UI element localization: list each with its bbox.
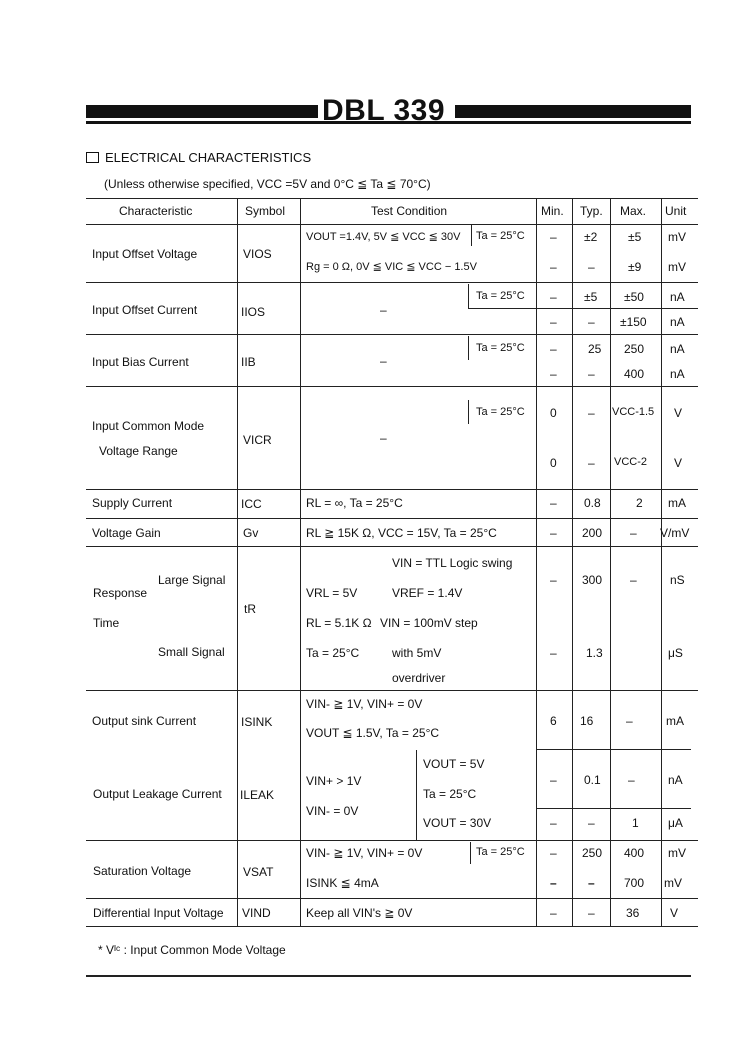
value-max: 400: [624, 367, 645, 381]
value-typ: –: [588, 315, 595, 329]
bottom-rule: [86, 975, 691, 977]
row-name: Output sink Current: [92, 714, 197, 728]
value-typ: 200: [582, 526, 603, 540]
table-rule: [86, 198, 698, 199]
value-min: –: [550, 260, 557, 274]
row-condition: –: [380, 431, 387, 445]
value-max: 250: [624, 342, 645, 356]
header-max: Max.: [620, 204, 647, 218]
value-unit: nA: [670, 367, 685, 381]
row-condition: VREF = 1.4V: [392, 586, 463, 600]
value-typ: –: [588, 906, 595, 920]
value-min: –: [550, 906, 557, 920]
row-condition: Ta = 25°C: [476, 290, 525, 302]
value-typ: 16: [580, 714, 594, 728]
row-condition: ISINK ≦ 4mA: [306, 876, 379, 890]
row-name: Supply Current: [92, 496, 173, 510]
value-max: –: [630, 573, 637, 587]
row-condition: VOUT ≦ 1.5V, Ta = 25°C: [306, 726, 440, 740]
header-typ: Typ.: [580, 204, 603, 218]
row-condition: VIN+ > 1V: [306, 774, 362, 788]
condition-note: (Unless otherwise specified, VCC =5V and 0°C ≦ Ta ≦ 70°C): [104, 177, 431, 191]
table-rule: [572, 198, 573, 926]
value-min: –: [550, 646, 557, 660]
row-condition: VOUT =1.4V, 5V ≦ VCC ≦ 30V: [306, 231, 461, 243]
table-rule: [468, 400, 469, 424]
value-typ: 1.3: [586, 646, 603, 660]
row-name: Voltage Range: [99, 444, 178, 458]
row-symbol: IIOS: [241, 305, 266, 319]
row-name: Time: [93, 616, 120, 630]
row-condition: Ta = 25°C: [306, 646, 360, 660]
value-unit: V/mV: [660, 526, 690, 540]
value-typ: 0.8: [584, 496, 601, 510]
table-rule: [86, 546, 698, 547]
table-rule: [470, 842, 471, 864]
value-min: –: [550, 876, 557, 890]
header-test-condition: Test Condition: [371, 204, 448, 218]
value-typ: 300: [582, 573, 603, 587]
table-rule: [86, 334, 698, 335]
value-unit: mV: [664, 876, 682, 890]
value-unit: nA: [670, 290, 685, 304]
value-unit: nA: [670, 342, 685, 356]
row-condition: VRL = 5V: [306, 586, 358, 600]
row-name: Saturation Voltage: [93, 864, 192, 878]
row-name: Voltage Gain: [92, 526, 161, 540]
row-symbol: VICR: [243, 433, 272, 447]
value-max: VCC-2: [614, 456, 648, 468]
table-rule: [610, 198, 611, 926]
section-heading: [86, 150, 311, 165]
value-unit: nA: [670, 315, 685, 329]
value-unit: mA: [668, 496, 686, 510]
row-condition: Ta = 25°C: [476, 406, 525, 418]
row-symbol: VIND: [242, 906, 271, 920]
value-unit: nS: [670, 573, 685, 587]
value-min: 0: [550, 456, 557, 470]
title-bar-right: [455, 105, 691, 118]
header-unit: Unit: [665, 204, 687, 218]
table-rule: [536, 808, 691, 809]
value-unit: mV: [668, 230, 686, 244]
value-min: –: [550, 526, 557, 540]
value-max: 36: [626, 906, 640, 920]
value-unit: mV: [668, 260, 686, 274]
value-max: –: [628, 773, 635, 787]
table-rule: [237, 198, 238, 926]
row-condition: Ta = 25°C: [476, 342, 525, 354]
value-min: –: [550, 846, 557, 860]
value-typ: ±2: [584, 230, 598, 244]
value-unit: μS: [668, 646, 683, 660]
row-symbol: IIB: [241, 355, 256, 369]
value-typ: –: [588, 406, 595, 420]
row-symbol: ISINK: [241, 715, 273, 729]
row-condition: VIN- ≧ 1V, VIN+ = 0V: [306, 846, 423, 860]
value-unit: V: [674, 406, 683, 420]
value-min: –: [550, 367, 557, 381]
value-max: ±150: [620, 315, 647, 329]
value-min: –: [550, 342, 557, 356]
value-typ: 0.1: [584, 773, 601, 787]
table-rule: [471, 224, 472, 246]
table-rule: [536, 198, 537, 926]
row-condition: –: [380, 303, 387, 317]
value-typ: –: [588, 456, 595, 470]
row-condition: VIN- ≧ 1V, VIN+ = 0V: [306, 697, 423, 711]
table-rule: [86, 489, 698, 490]
value-max: 1: [632, 816, 639, 830]
table-rule: [536, 749, 691, 750]
value-min: 0: [550, 406, 557, 420]
table-rule: [300, 198, 301, 926]
table-rule: [468, 336, 469, 360]
table-rule: [86, 282, 698, 283]
row-condition: Ta = 25°C: [476, 230, 525, 242]
row-condition: with 5mV: [392, 646, 442, 660]
row-condition: RL = 5.1K Ω: [306, 616, 372, 630]
row-condition: VIN = TTL Logic swing: [392, 556, 513, 570]
value-min: –: [550, 315, 557, 329]
value-min: –: [550, 816, 557, 830]
value-typ: 250: [582, 846, 603, 860]
row-condition: VOUT = 5V: [423, 757, 485, 771]
checkbox-icon: [86, 152, 99, 163]
value-min: –: [550, 773, 557, 787]
page-title: DBL 339: [322, 94, 446, 127]
value-min: –: [550, 496, 557, 510]
table-rule: [468, 284, 469, 308]
value-typ: –: [588, 816, 595, 830]
value-unit: V: [674, 456, 683, 470]
value-typ: 25: [588, 342, 602, 356]
value-typ: –: [588, 260, 595, 274]
footnote: * Vᴵᶜ : Input Common Mode Voltage: [98, 943, 286, 957]
value-max: 400: [624, 846, 645, 860]
row-name: Input Bias Current: [92, 355, 189, 369]
table-rule: [86, 690, 698, 691]
row-condition: VIN = 100mV step: [380, 616, 478, 630]
value-max: –: [626, 714, 633, 728]
table-rule: [86, 386, 698, 387]
row-name: Large Signal: [158, 573, 226, 587]
value-max: 2: [636, 496, 643, 510]
row-name: Input Offset Current: [92, 303, 198, 317]
value-max: VCC-1.5: [612, 406, 655, 418]
value-typ: –: [588, 367, 595, 381]
row-condition: RL ≧ 15K Ω, VCC = 15V, Ta = 25°C: [306, 526, 497, 540]
table-rule: [86, 898, 698, 899]
value-typ: –: [588, 876, 595, 890]
row-name: Output Leakage Current: [93, 787, 222, 801]
row-name: Input Common Mode: [92, 419, 205, 433]
value-unit: μA: [668, 816, 683, 830]
row-condition: –: [380, 354, 387, 368]
row-condition: VOUT = 30V: [423, 816, 492, 830]
table-rule: [416, 750, 417, 840]
row-condition: VIN- = 0V: [306, 804, 359, 818]
row-name: Small Signal: [158, 645, 225, 659]
row-condition: overdriver: [392, 671, 446, 685]
table-rule: [468, 308, 698, 309]
row-name: Response: [93, 586, 148, 600]
row-symbol: ICC: [241, 497, 262, 511]
row-condition: Ta = 25°C: [476, 846, 525, 858]
row-symbol: Gv: [243, 526, 259, 540]
value-min: 6: [550, 714, 557, 728]
value-min: –: [550, 290, 557, 304]
row-condition: Rg = 0 Ω, 0V ≦ VIC ≦ VCC − 1.5V: [306, 261, 477, 273]
header-symbol: Symbol: [245, 204, 286, 218]
row-condition: Keep all VIN's ≧ 0V: [306, 906, 413, 920]
value-min: –: [550, 230, 557, 244]
row-symbol: VSAT: [243, 865, 274, 879]
value-unit: mA: [666, 714, 684, 728]
header-min: Min.: [541, 204, 564, 218]
table-rule: [86, 926, 698, 927]
row-symbol: ILEAK: [240, 788, 275, 802]
value-unit: nA: [668, 773, 683, 787]
row-condition: Ta = 25°C: [423, 787, 477, 801]
row-name: Differential Input Voltage: [93, 906, 224, 920]
row-name: Input Offset Voltage: [92, 247, 198, 261]
row-symbol: tR: [244, 602, 256, 616]
value-max: 700: [624, 876, 645, 890]
value-typ: ±5: [584, 290, 598, 304]
value-unit: mV: [668, 846, 686, 860]
value-max: ±5: [628, 230, 642, 244]
table-rule: [86, 224, 698, 225]
row-condition: RL = ∞, Ta = 25°C: [306, 496, 403, 510]
title-bar-left: [86, 105, 318, 118]
value-unit: V: [670, 906, 679, 920]
value-max: ±9: [628, 260, 642, 274]
section-title: ELECTRICAL CHARACTERISTICS: [105, 150, 312, 165]
table-rule: [86, 518, 698, 519]
value-max: –: [630, 526, 637, 540]
value-max: ±50: [624, 290, 644, 304]
table-rule: [661, 198, 662, 926]
table-rule: [86, 840, 698, 841]
header-characteristic: Characteristic: [119, 204, 193, 218]
row-symbol: VIOS: [243, 247, 272, 261]
value-min: –: [550, 573, 557, 587]
